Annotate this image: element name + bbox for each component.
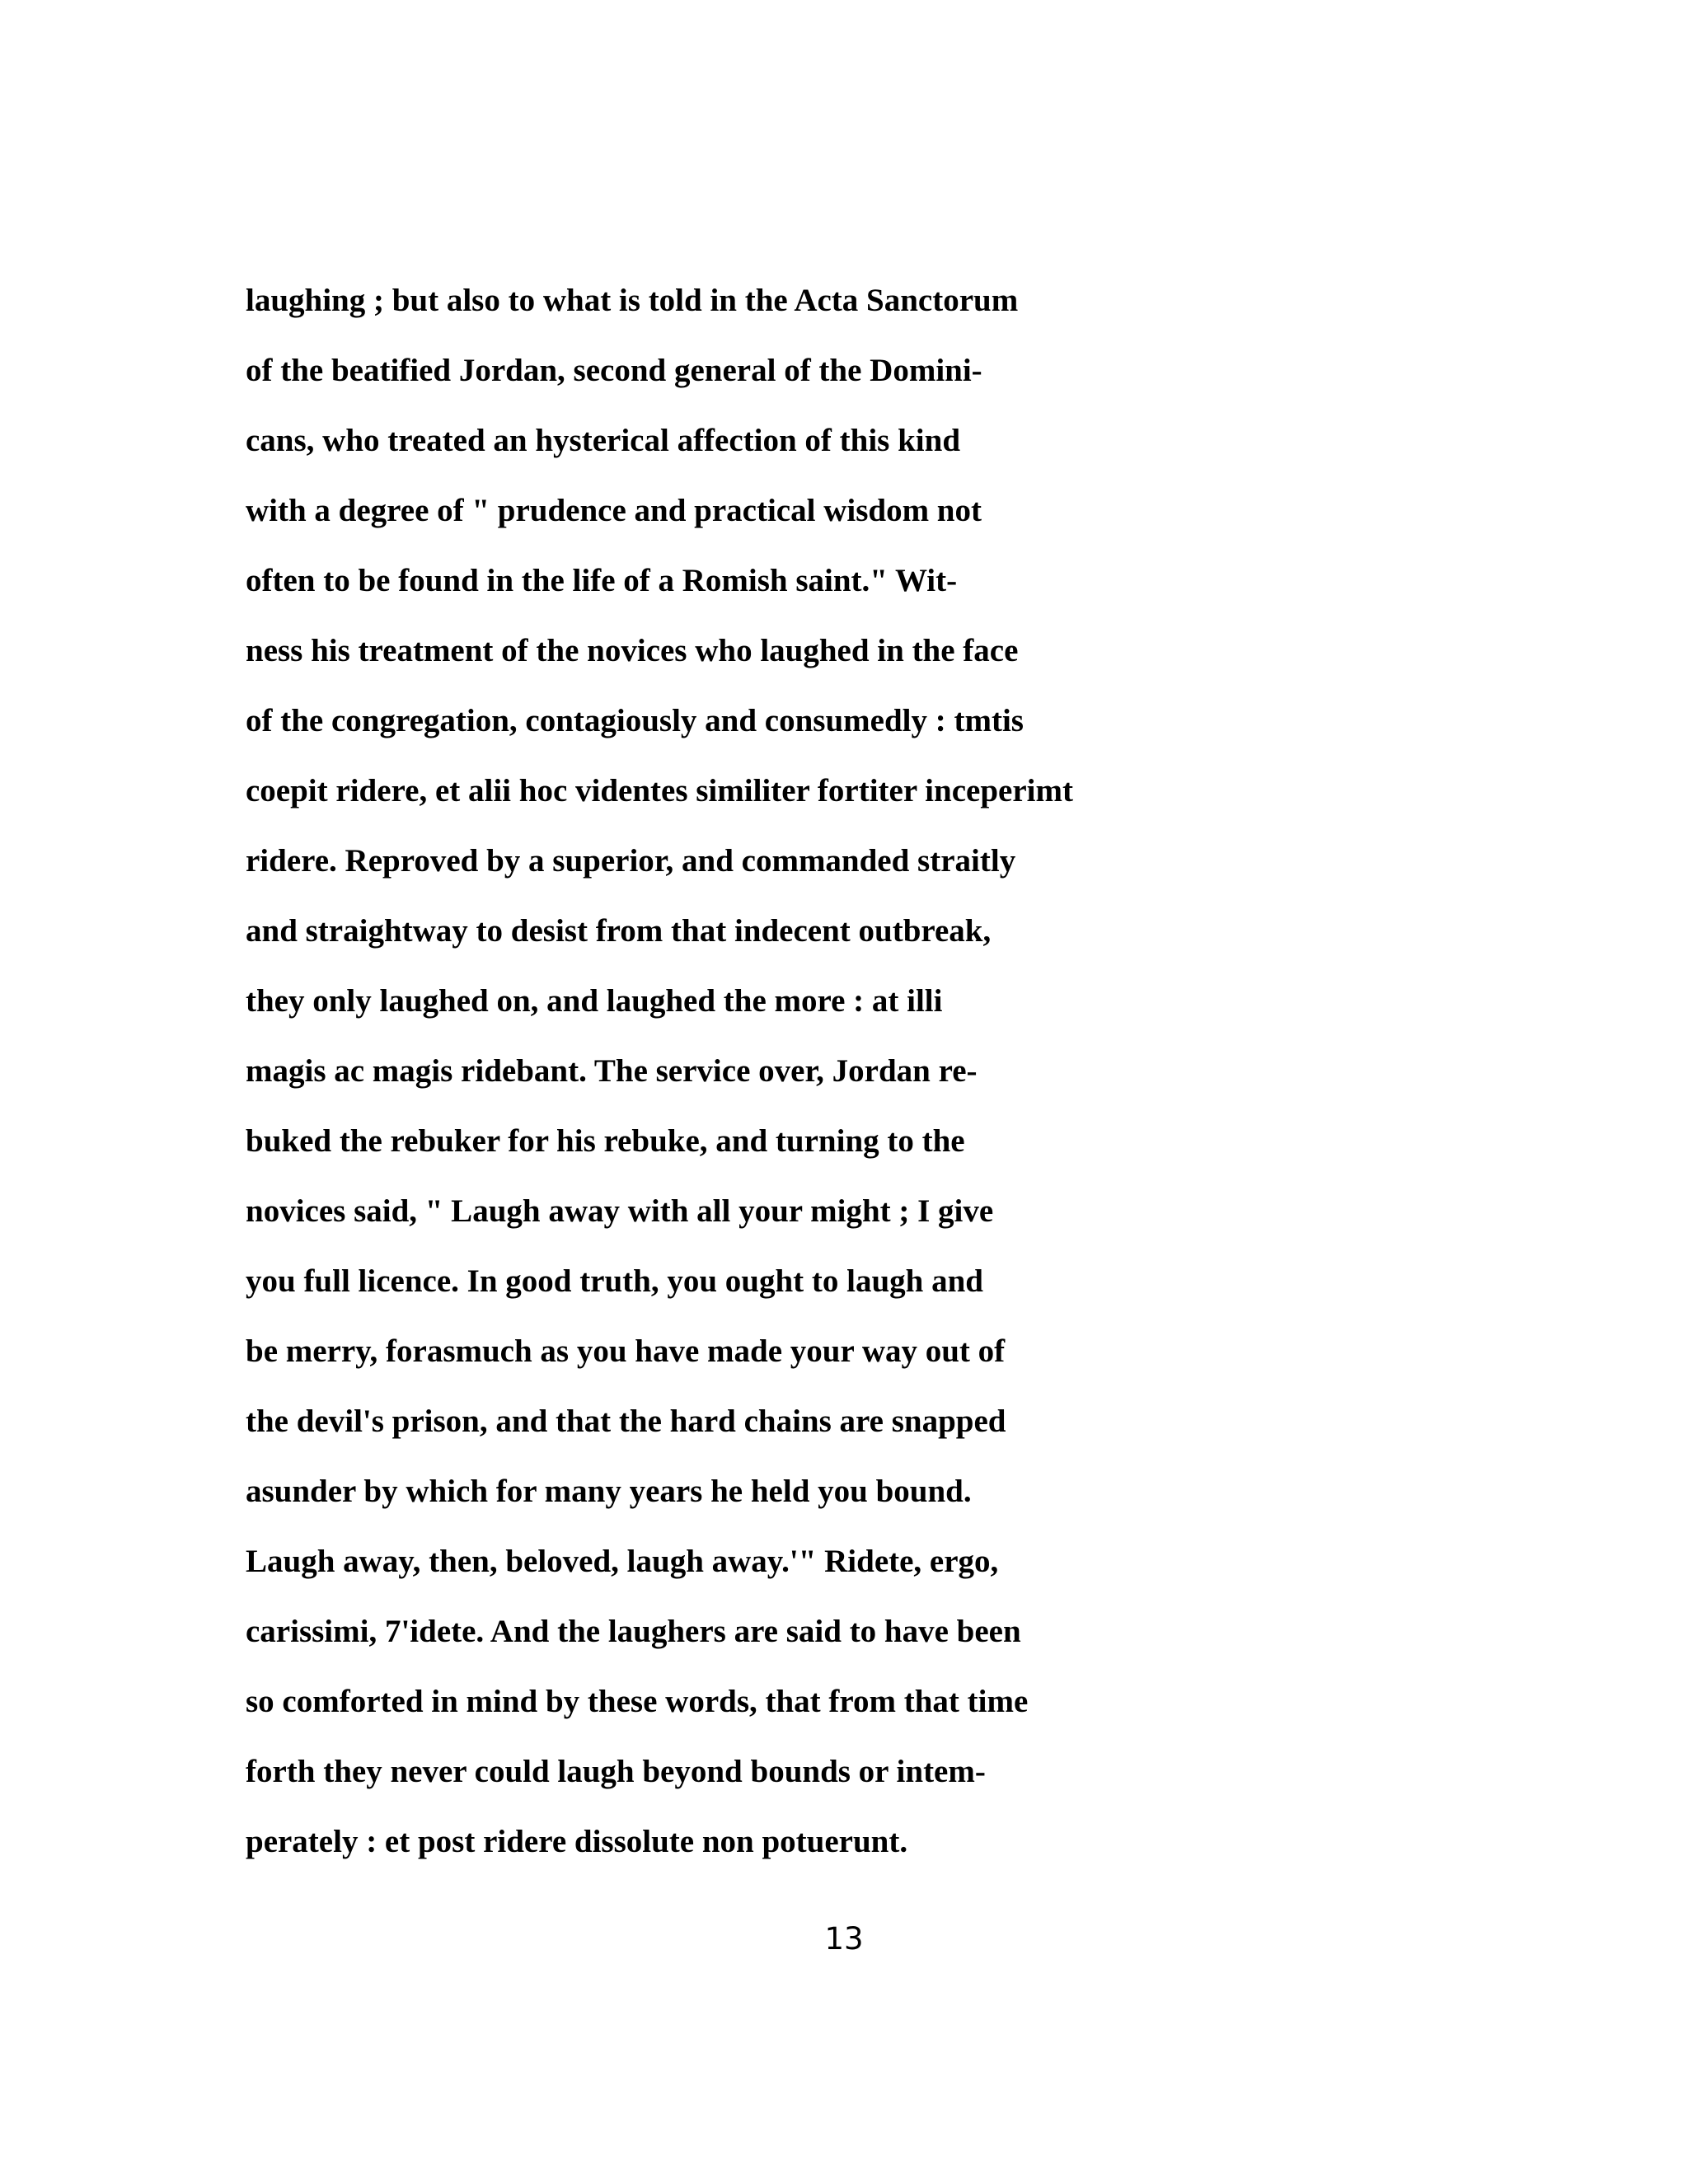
- text-line: so comforted in mind by these words, that from that time: [246, 1684, 1029, 1719]
- text-line: and straightway to desist from that indecent outbreak,: [246, 913, 992, 949]
- text-line: with a degree of " prudence and practical wisdom not: [246, 493, 982, 528]
- page-number: 13: [824, 1921, 864, 1957]
- text-line: of the beatified Jordan, second general of the Domini-: [246, 353, 982, 388]
- text-line: you full licence. In good truth, you ought to laugh and: [246, 1263, 984, 1299]
- text-line: novices said, " Laugh away with all your might ; I give: [246, 1193, 994, 1229]
- text-line: be merry, forasmuch as you have made your way out of: [246, 1333, 1006, 1369]
- text-line: the devil's prison, and that the hard chains are snapped: [246, 1404, 1006, 1439]
- text-line: coepit ridere, et alii hoc videntes similiter fortiter inceperimt: [246, 773, 1073, 808]
- text-line: carissimi, 7'idete. And the laughers are said to have been: [246, 1614, 1021, 1649]
- text-line: of the congregation, contagiously and consumedly : tmtis: [246, 703, 1024, 738]
- text-line: they only laughed on, and laughed the more : at illi: [246, 983, 943, 1019]
- text-line: buked the rebuker for his rebuke, and turning to the: [246, 1123, 965, 1159]
- text-line: ridere. Reproved by a superior, and commanded straitly: [246, 843, 1016, 879]
- text-line: forth they never could laugh beyond bounds or intem-: [246, 1754, 986, 1789]
- text-line: perately : et post ridere dissolute non potuerunt.: [246, 1824, 908, 1859]
- text-line: ness his treatment of the novices who laughed in the face: [246, 633, 1019, 668]
- text-line: often to be found in the life of a Romish saint." Wit-: [246, 563, 958, 598]
- text-line: cans, who treated an hysterical affection of this kind: [246, 423, 961, 458]
- text-line: magis ac magis ridebant. The service over, Jordan re-: [246, 1053, 978, 1089]
- text-line: asunder by which for many years he held you bound.: [246, 1474, 972, 1509]
- body-text: [246, 265, 1482, 1877]
- text-line: Laugh away, then, beloved, laugh away.'" Ridete, ergo,: [246, 1544, 999, 1579]
- text-line: laughing ; but also to what is told in the Acta Sanctorum: [246, 283, 1019, 318]
